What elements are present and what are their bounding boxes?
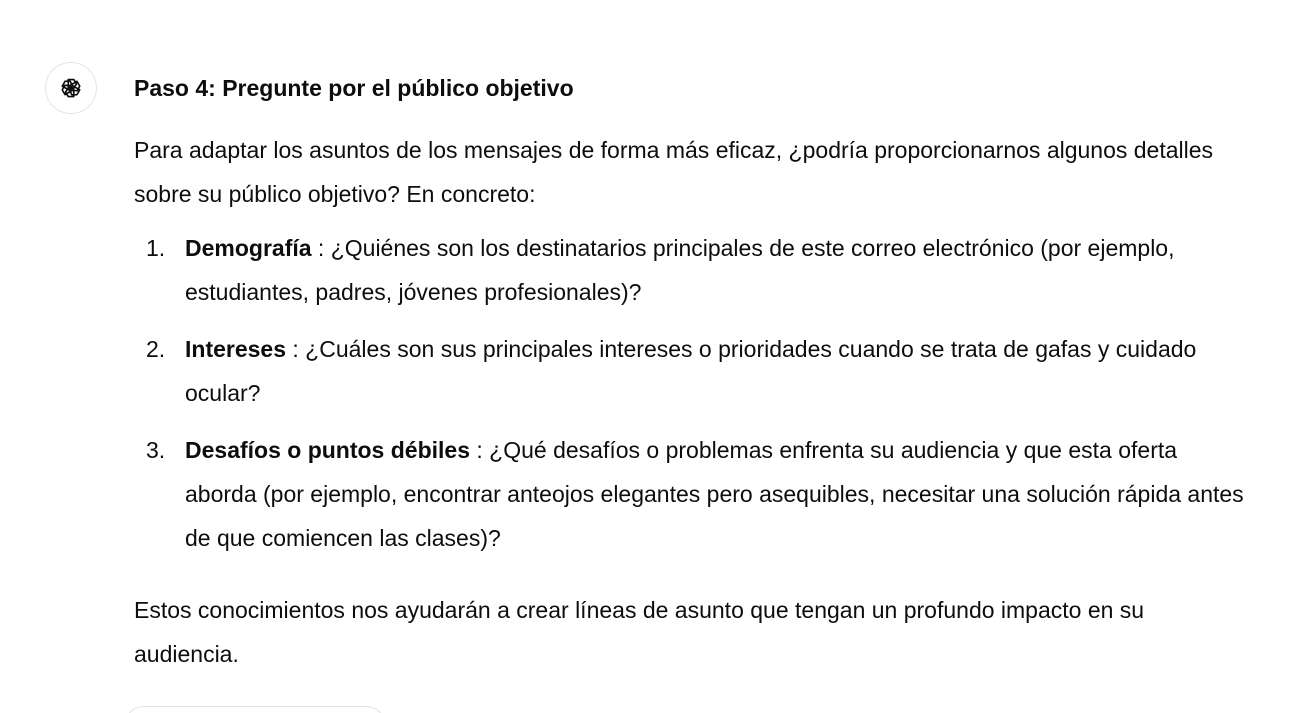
message-intro: Para adaptar los asuntos de los mensajes de forma más eficaz, ¿podría proporcionarnos algunos detalles sobre su público objetivo? En concreto:	[134, 137, 1214, 207]
list-item-number: 1.	[146, 235, 166, 261]
list-item-number: 2.	[146, 336, 166, 362]
assistant-avatar	[45, 62, 97, 114]
list-item	[134, 327, 1244, 415]
message-closing: Estos conocimientos nos ayudarán a crear líneas de asunto que tengan un profundo impacto en su audiencia.	[134, 597, 1145, 667]
list-item-term: Intereses	[185, 336, 287, 362]
assistant-message	[134, 70, 1244, 676]
list-item	[134, 428, 1244, 560]
list-item-text: : ¿Quiénes son los destinatarios principales de este correo electrónico (por ejemplo, estudiantes, padres, jóvenes profesionales)?	[185, 235, 1175, 305]
question-list	[134, 226, 1244, 560]
list-item-text: : ¿Qué desafíos o problemas enfrenta su audiencia y que esta oferta aborda (por ejemplo, encontrar anteojos elegantes pero asequibles, necesitar una solución rápida antes de que comiencen las clases)?	[185, 437, 1244, 551]
list-item-term: Desafíos o puntos débiles	[185, 437, 470, 463]
list-item-number: 3.	[146, 437, 166, 463]
list-item-term: Demografía	[185, 235, 312, 261]
openai-logo-icon	[56, 73, 86, 103]
action-pill-button[interactable]	[124, 706, 386, 713]
message-heading: Paso 4: Pregunte por el público objetivo	[134, 75, 574, 101]
list-item-text: : ¿Cuáles son sus principales intereses o prioridades cuando se trata de gafas y cuidado ocular?	[185, 336, 1197, 406]
list-item	[134, 226, 1244, 314]
